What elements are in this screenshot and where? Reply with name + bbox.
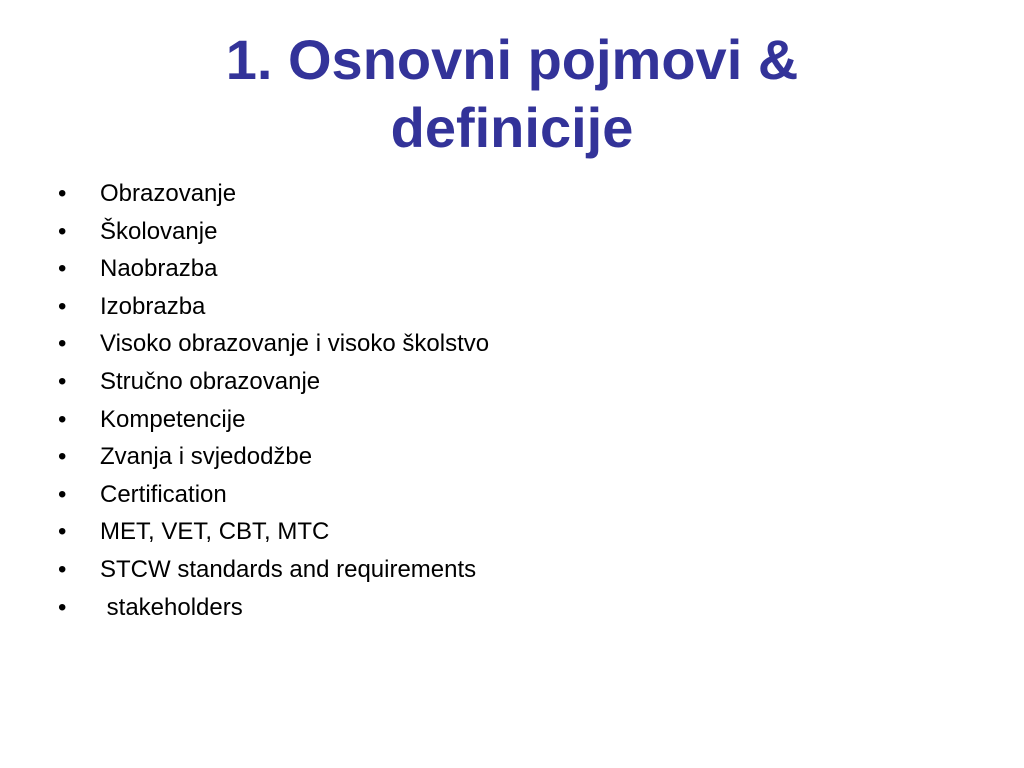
bullet-list xyxy=(58,180,958,631)
bullet-marker: • xyxy=(58,180,67,207)
bullet-item xyxy=(58,180,958,218)
bullet-marker: • xyxy=(58,480,67,508)
bullet-item xyxy=(58,556,958,594)
bullet-text: Školovanje xyxy=(100,217,218,245)
bullet-text: Naobrazba xyxy=(100,255,218,283)
slide-title-line-2: definicije xyxy=(390,96,634,159)
bullet-item xyxy=(58,406,958,444)
bullet-text: Kompetencije xyxy=(100,405,246,433)
bullet-marker: • xyxy=(58,593,67,621)
bullet-marker: • xyxy=(58,555,67,583)
bullet-text: STCW standards and requirements xyxy=(100,555,477,583)
bullet-marker: • xyxy=(58,217,67,245)
bullet-marker: • xyxy=(58,443,67,471)
bullet-item xyxy=(58,368,958,406)
bullet-item xyxy=(58,481,958,519)
bullet-text: MET, VET, CBT, MTC xyxy=(100,518,330,546)
slide-title-line-1: 1. Osnovni pojmovi & xyxy=(225,28,799,91)
bullet-item xyxy=(58,443,958,481)
bullet-text: Visoko obrazovanje i visoko školstvo xyxy=(100,330,490,358)
bullet-marker: • xyxy=(58,367,67,395)
bullet-text: Obrazovanje xyxy=(100,180,237,207)
bullet-item xyxy=(58,330,958,368)
bullet-item xyxy=(58,218,958,256)
bullet-text: Izobrazba xyxy=(100,292,206,320)
bullet-marker: • xyxy=(58,405,67,433)
slide-title xyxy=(40,26,984,162)
bullet-text: Stručno obrazovanje xyxy=(100,367,321,395)
bullet-item xyxy=(58,594,958,632)
bullet-marker: • xyxy=(58,255,67,283)
bullet-item xyxy=(58,255,958,293)
bullet-text: stakeholders xyxy=(100,593,243,621)
bullet-item xyxy=(58,293,958,331)
bullet-marker: • xyxy=(58,330,67,358)
bullet-text: Zvanja i svjedodžbe xyxy=(100,443,313,471)
bullet-text: Certification xyxy=(100,480,227,508)
bullet-marker: • xyxy=(58,518,67,546)
bullet-item xyxy=(58,518,958,556)
bullet-marker: • xyxy=(58,292,67,320)
